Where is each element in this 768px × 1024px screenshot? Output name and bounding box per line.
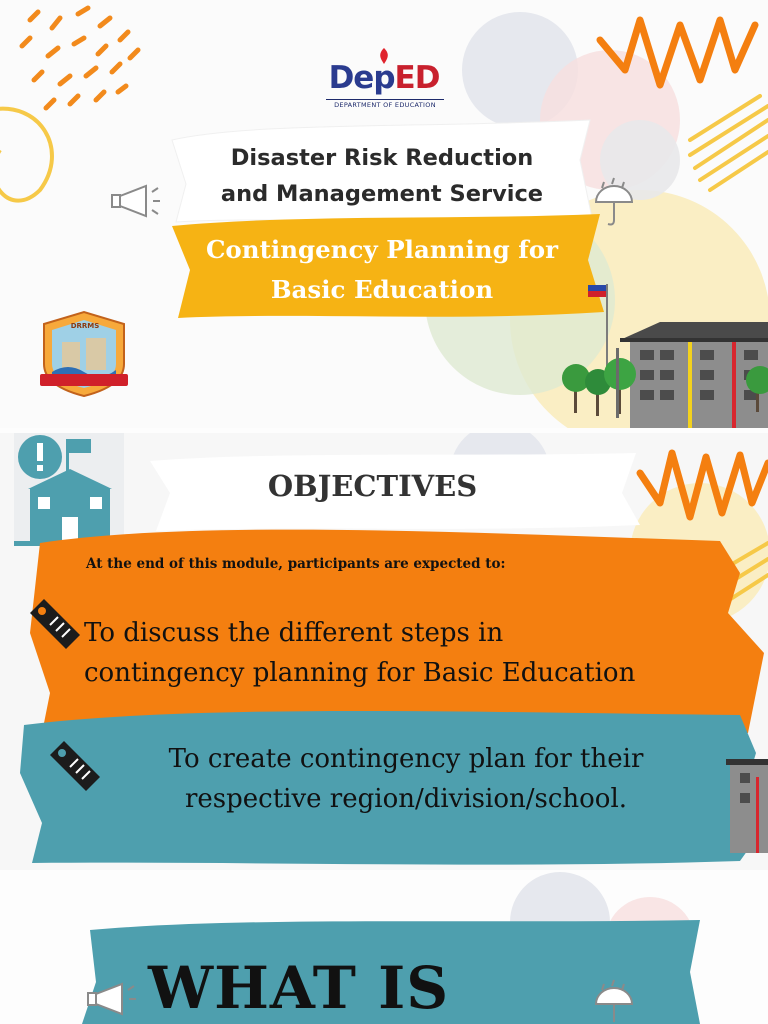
objective-2-line-1: To create contingency plan for their	[168, 744, 644, 774]
megaphone-icon	[112, 186, 160, 216]
objectives-slide	[0, 433, 768, 870]
title-slide	[0, 0, 768, 428]
objective-2	[96, 739, 716, 819]
deped-subtitle: DEPARTMENT OF EDUCATION	[326, 99, 444, 109]
school-building-icon	[620, 322, 768, 428]
yellow-hatch	[690, 96, 768, 190]
objective-1-line-2: contingency planning for Basic Education	[84, 658, 636, 688]
title-line-1: Disaster Risk Reduction	[230, 145, 534, 171]
deped-wordmark	[322, 60, 446, 96]
yellow-scribble	[0, 109, 52, 201]
objective-1	[84, 613, 768, 693]
objective-2-line-2: respective region/division/school.	[184, 784, 628, 814]
subtitle-line-1: Contingency Planning for	[205, 235, 559, 264]
school-building-partial	[726, 759, 768, 853]
objective-1-line-1: To discuss the different steps in	[84, 618, 504, 648]
orange-dash-cluster	[22, 8, 138, 108]
deped-dep: Dep	[328, 60, 395, 96]
badge-label: DRRMS	[70, 322, 100, 330]
what-is-slide	[0, 872, 768, 1024]
deped-logo	[322, 48, 446, 114]
deped-ed: ED	[394, 60, 440, 96]
what-is-heading: WHAT IS	[148, 954, 450, 1022]
subtitle-line-2: Basic Education	[270, 275, 494, 304]
flag-blue	[588, 285, 606, 291]
slide-subtitle	[175, 230, 589, 310]
flag-red	[588, 291, 606, 297]
slide-title	[182, 140, 582, 212]
school-alert-icon	[14, 433, 124, 546]
objectives-heading: OBJECTIVES	[267, 469, 478, 503]
title-line-2: and Management Service	[220, 181, 544, 207]
objectives-intro: At the end of this module, participants are expected to:	[86, 556, 506, 572]
